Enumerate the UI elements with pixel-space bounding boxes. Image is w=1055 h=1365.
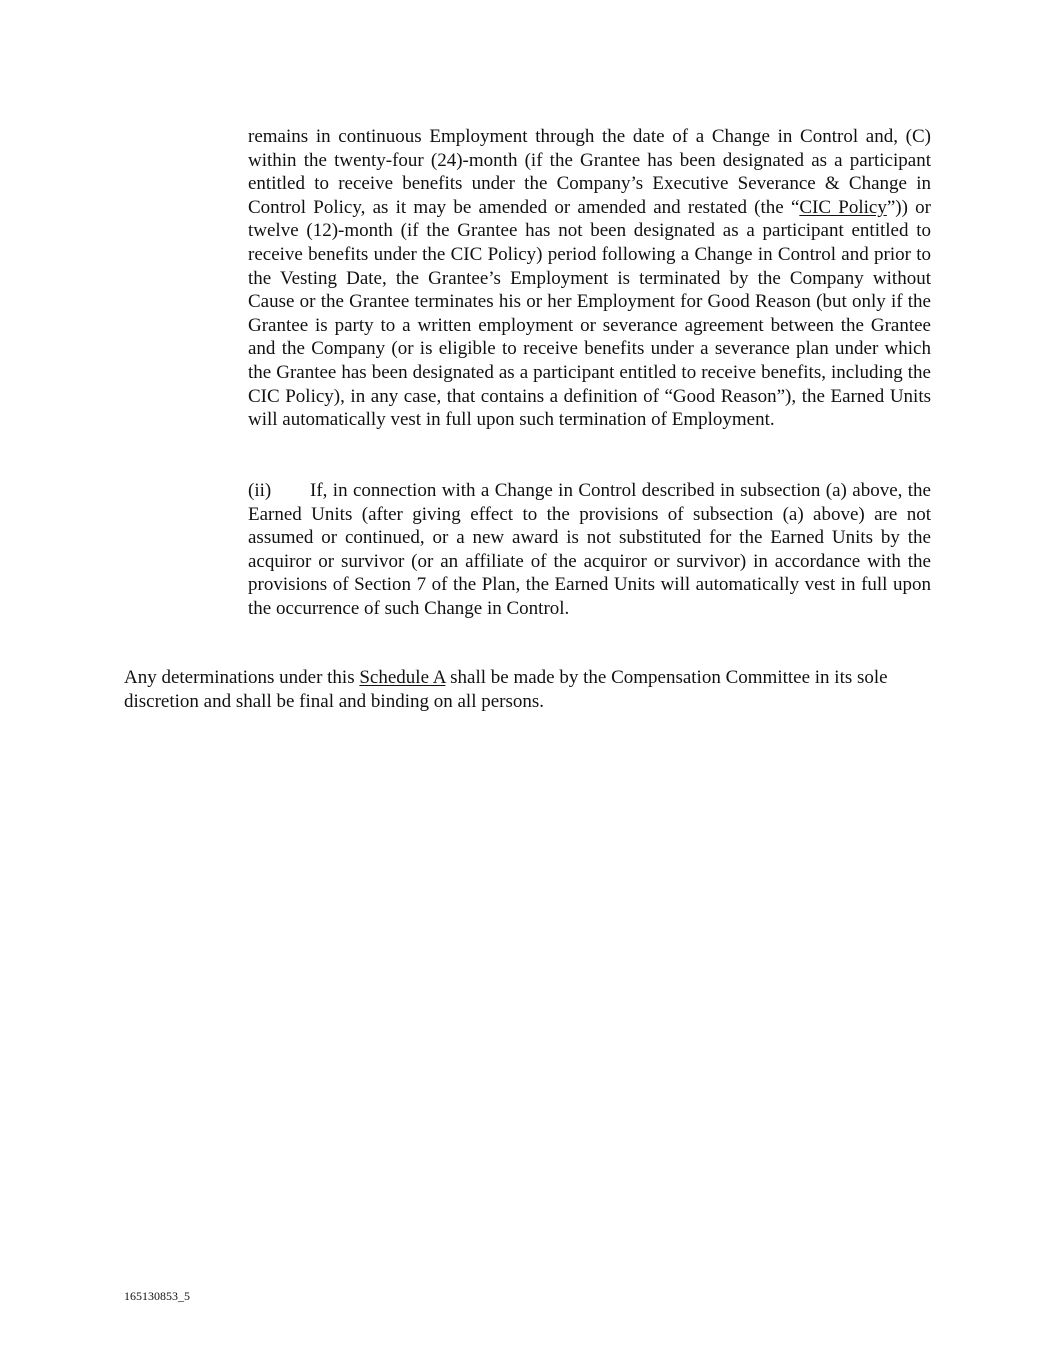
- schedule-a-reference: Schedule A: [359, 667, 446, 688]
- document-footer-id: 165130853_5: [124, 1289, 190, 1303]
- continuation-text-end: ”)) or twelve (12)-month (if the Grantee has not been designated as a participant entitled to receive benefits under the CIC Policy) period following a Change in Control and prior to the Vesting Date, the Grantee’s Employment is terminated by the Company without Cause or the Grantee terminates his or her Employment for Good Reason (but only if the Grantee is party to a written employment or severance agreement between the Grantee and the Company (or is eligible to receive benefits under a severance plan under which the Grantee has been designated as a participant entitled to receive benefits, including the CIC Policy), in any case, that contains a definition of “Good Reason”), the Earned Units will automatically vest in full upon such termination of Employment.: [248, 196, 931, 431]
- closing-paragraph: [124, 666, 934, 713]
- clause-ii-text: If, in connection with a Change in Control described in subsection (a) above, the Earned Units (after giving effect to the provisions of subsection (a) above) are not assumed or continued, or a new award is not substituted for the Earned Units by the acquiror or survivor (or an affiliate of the acquiror or survivor) in accordance with the provisions of Section 7 of the Plan, the Earned Units will automatically vest in full upon the occurrence of such Change in Control.: [248, 480, 931, 619]
- clause-ii-paragraph: [248, 479, 931, 621]
- continuation-text-start: remains in continuous Employment through the date of a Change in Control and, (C) within the twenty-four (24)-month (if the Grantee has been designated as a participant entitled to receive benefits under the Company’s Executive Severance & Change in Control Policy, as it may be amended or amended and restated (the “: [248, 126, 931, 218]
- cic-policy-defined-term: CIC Policy: [799, 196, 887, 218]
- closing-text-end: shall be made by the Compensation Committee in its sole discretion and shall be final and binding on all persons.: [124, 667, 888, 712]
- continuation-paragraph: [248, 125, 931, 432]
- closing-text-start: Any determinations under this: [124, 667, 360, 688]
- clause-ii-label: (ii): [248, 480, 272, 501]
